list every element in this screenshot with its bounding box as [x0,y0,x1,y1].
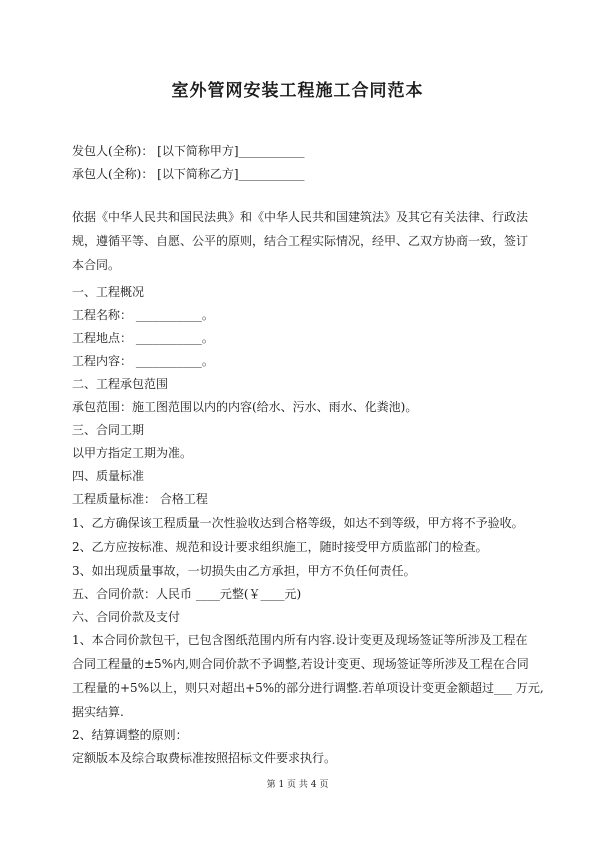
section-1-heading: 一、工程概况 [72,285,145,299]
preamble-line: 规，遵循平等、自愿、公平的原则，结合工程实际情况，经甲、乙双方协商一致，签订 [72,234,529,248]
preamble-line: 依据《中华人民共和国民法典》和《中华人民共和国建筑法》及其它有关法律、行政法 [72,210,529,224]
party-b-line: 承包人(全称)： [以下简称乙方]___________ [72,167,305,181]
payment-item-2-text: 定额版本及综合取费标准按照招标文件要求执行。 [72,751,337,765]
section-4-heading: 四、质量标准 [72,469,145,483]
quality-item-2: 2、乙方应按标准、规范和设计要求组织施工，随时接受甲方质监部门的检查。 [72,540,488,554]
section-3-heading: 三、合同工期 [72,423,145,437]
scope-text: 承包范围：施工图范围以内的内容(给水、污水、雨水、化粪池)。 [72,400,418,414]
schedule-text: 以甲方指定工期为准。 [72,446,193,460]
payment-item-2: 2、结算调整的原则： [72,728,188,742]
page-footer: 第 1 页 共 4 页 [266,780,329,790]
party-a-line: 发包人(全称)： [以下简称甲方]___________ [72,144,305,158]
payment-item-1 [72,628,544,724]
section-2-heading: 二、工程承包范围 [72,377,169,391]
quality-standard-line: 工程质量标准： 合格工程 [72,492,208,506]
section-5-heading: 五、合同价款：人民币 ____元整(￥____元) [72,587,302,601]
project-name-line: 工程名称： ___________。 [72,308,214,322]
document-title: 室外管网安装工程施工合同范本 [171,81,424,101]
payment-item-1-line: 1、本合同价款包干，已包含图纸范围内所有内容.设计变更及现场签证等所涉及工程在 [72,633,528,647]
project-location-line: 工程地点： ___________。 [72,331,214,345]
payment-item-1-line: 合同工程量的±5%内,则合同价款不予调整,若设计变更、现场签证等所涉及工程在合同 [72,657,529,671]
preamble-line: 本合同。 [72,258,121,272]
payment-item-1-line: 据实结算. [72,705,124,719]
payment-item-1-line: 工程量的+5%以上，则只对超出+5%的部分进行调整.若单项设计变更金额超过___ 万元, [72,681,544,695]
project-content-line: 工程内容： ___________。 [72,354,214,368]
quality-item-3: 3、如出现质量事故，一切损失由乙方承担，甲方不负任何责任。 [72,564,416,578]
quality-item-1: 1、乙方确保该工程质量一次性验收达到合格等级，如达不到等级，甲方将不予验收。 [72,516,524,530]
section-6-heading: 六、合同价款及支付 [72,610,181,624]
preamble-paragraph [72,205,532,277]
